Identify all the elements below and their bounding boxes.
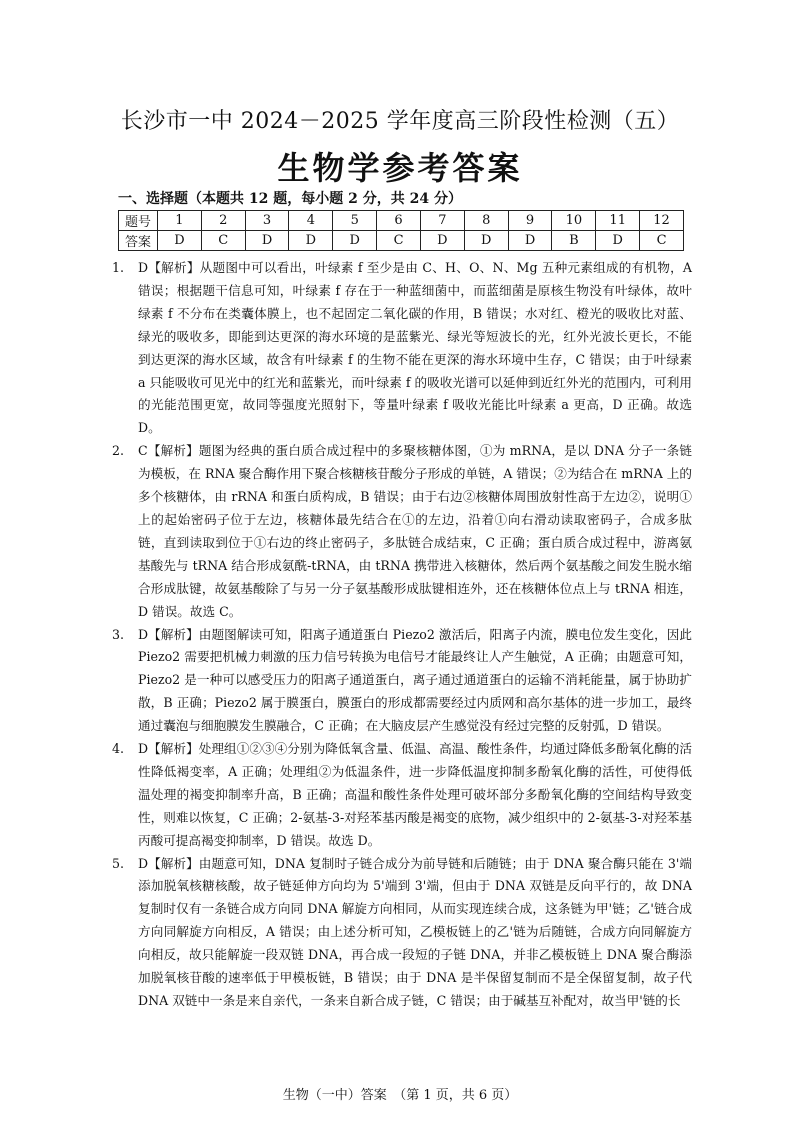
answer-cell: D xyxy=(158,231,202,251)
question-number: 8 xyxy=(464,211,508,231)
answer-cell: D xyxy=(596,231,640,251)
document-title: 长沙市一中 2024－2025 学年度高三阶段性检测（五） xyxy=(120,109,680,134)
question-number: 4 xyxy=(289,211,333,231)
question-number-row xyxy=(119,211,684,231)
answer-cell: D xyxy=(289,231,333,251)
explanation-text: D【解析】从题图中可以看出，叶绿素 f 至少是由 C、H、O、N、Mg 五种元素组成的有机物，A 错误；根据题干信息可知，叶绿素 f 存在于一种蓝细菌中，而蓝细菌是原核生物没有叶绿体，故叶绿素 f 不分布在类囊体膜上，也不起固定二氧化碳的作用，B 错误；水对红、橙光的吸收比对蓝、绿光的吸收多，即能到达更深的海水环境的是蓝紫光、绿光等短波长的光，红外光波长更长，不能到达更深的海水区域，故含有叶绿素 f 的生物不能在更深的海水环境中生存，C 错误；由于叶绿素 a 只能吸收可见光中的红光和蓝紫光，而叶绿素 f 的吸收光谱可以延伸到近红外光的范围内，可利用的光能范围更宽，故同等强度光照射下，等量叶绿素 f 吸收光能比叶绿素 a 更高，D 正确。故选 D。 xyxy=(138,260,692,436)
question-index: 2. xyxy=(112,443,125,459)
explanation-item xyxy=(112,738,692,853)
question-number: 9 xyxy=(508,211,552,231)
question-index: 4. xyxy=(112,741,125,757)
explanation-list xyxy=(112,257,692,1013)
answer-cell: C xyxy=(377,231,421,251)
question-number: 5 xyxy=(333,211,377,231)
question-index: 3. xyxy=(112,626,125,642)
question-number: 7 xyxy=(420,211,464,231)
question-number: 10 xyxy=(552,211,596,231)
row-label-answer: 答案 xyxy=(119,231,158,251)
explanation-text: C【解析】题图为经典的蛋白质合成过程中的多聚核糖体图，①为 mRNA，是以 DNA 分子一条链为模板，在 RNA 聚合酶作用下聚合核糖核苷酸分子形成的单链，A 错误；②为结合在 mRNA 上的多个核糖体，由 rRNA 和蛋白质构成，B 错误；由于右边②核糖体周围放射性高于左边②，说明①上的起始密码子位于左边，核糖体最先结合在①的左边，沿着①向右滑动读取密码子，合成多肽链，直到读取到位于①右边的终止密码子，多肽链合成结束，C 正确；蛋白质合成过程中，游离氨基酸先与 tRNA 结合形成氨酰-tRNA，由 tRNA 携带进入核糖体，然后两个氨基酸之间发生脱水缩合形成肽键，故氨基酸除了与另一分子氨基酸形成肽键相连外，还在核糖体位点上与 tRNA 相连，D 错误。故选 C。 xyxy=(138,443,692,619)
question-index: 5. xyxy=(112,855,125,871)
question-number: 1 xyxy=(158,211,202,231)
question-number: 2 xyxy=(201,211,245,231)
answer-cell: D xyxy=(420,231,464,251)
answer-cell: D xyxy=(333,231,377,251)
answer-table xyxy=(118,210,684,251)
document-subtitle: 生物学参考答案 xyxy=(277,149,523,187)
explanation-text: D【解析】由题图解读可知，阳离子通道蛋白 Piezo2 激活后，阳离子内流，膜电位发生变化，因此 Piezo2 需要把机械力刺激的压力信号转换为电信号才能最终让人产生触觉，A 正确；由题意可知，Piezo2 是一种可以感受压力的阳离子通道蛋白，离子通过通道蛋白的运输不消耗能量，属于协助扩散，B 正确；Piezo2 属于膜蛋白，膜蛋白的形成都需要经过内质网和高尔基体的进一步加工，最终通过囊泡与细胞膜发生膜融合，C 正确；在大脑皮层产生感觉没有经过完整的反射弧，D 错误。 xyxy=(138,626,692,734)
question-number: 11 xyxy=(596,211,640,231)
answer-cell: D xyxy=(245,231,289,251)
answer-cell: D xyxy=(464,231,508,251)
explanation-item xyxy=(112,440,692,623)
explanation-text: D【解析】处理组①②③④分别为降低氧含量、低温、高温、酸性条件，均通过降低多酚氧化酶的活性降低褐变率，A 正确；处理组②为低温条件，进一步降低温度抑制多酚氧化酶的活性，可使得低温处理的褐变抑制率升高，B 正确；高温和酸性条件处理可破坏部分多酚氧化酶的空间结构导致变性，则难以恢复，C 正确；2-氨基-3-对羟苯基丙酸是褐变的底物，减少组织中的 2-氨基-3-对羟苯基丙酸可提高褐变抑制率，D 错误。故选 D。 xyxy=(138,741,692,848)
question-number: 3 xyxy=(245,211,289,231)
explanation-item xyxy=(112,257,692,440)
question-number: 12 xyxy=(640,211,684,231)
answer-cell: B xyxy=(552,231,596,251)
row-label-question: 题号 xyxy=(119,211,158,231)
page-footer: 生物（一中）答案 （第 1 页，共 6 页） xyxy=(282,1088,518,1103)
section-heading: 一、选择题（本题共 12 题，每小题 2 分，共 24 分） xyxy=(118,191,462,207)
question-index: 1. xyxy=(112,260,125,275)
answer-row xyxy=(119,231,684,251)
answer-cell: C xyxy=(201,231,245,251)
explanation-text: D【解析】由题意可知，DNA 复制时子链合成分为前导链和后随链；由于 DNA 聚合酶只能在 3'端添加脱氧核糖核酸，故子链延伸方向均为 5'端到 3'端，但由于 DNA 双链是反向平行的，故 DNA 复制时仅有一条链合成方向同 DNA 解旋方向相同，从而实现连续合成，这条链为甲'链；乙'链合成方向同解旋方向相反，A 错误；由上述分析可知，乙模板链上的乙'链为后随链，合成方向同解旋方向相反，故只能解旋一段双链 DNA，再合成一段短的子链 DNA，并非乙模板链上 DNA 聚合酶添加脱氧核苷酸的速率低于甲模板链，B 错误；由于 DNA 是半保留复制而不是全保留复制，故子代 DNA 双链中一条是来自亲代，一条来自新合成子链，C 错误；由于碱基互补配对，故当甲'链的长 xyxy=(138,855,692,1008)
explanation-item xyxy=(112,624,692,739)
answer-cell: C xyxy=(640,231,684,251)
question-number: 6 xyxy=(377,211,421,231)
answer-cell: D xyxy=(508,231,552,251)
explanation-item xyxy=(112,853,692,1013)
